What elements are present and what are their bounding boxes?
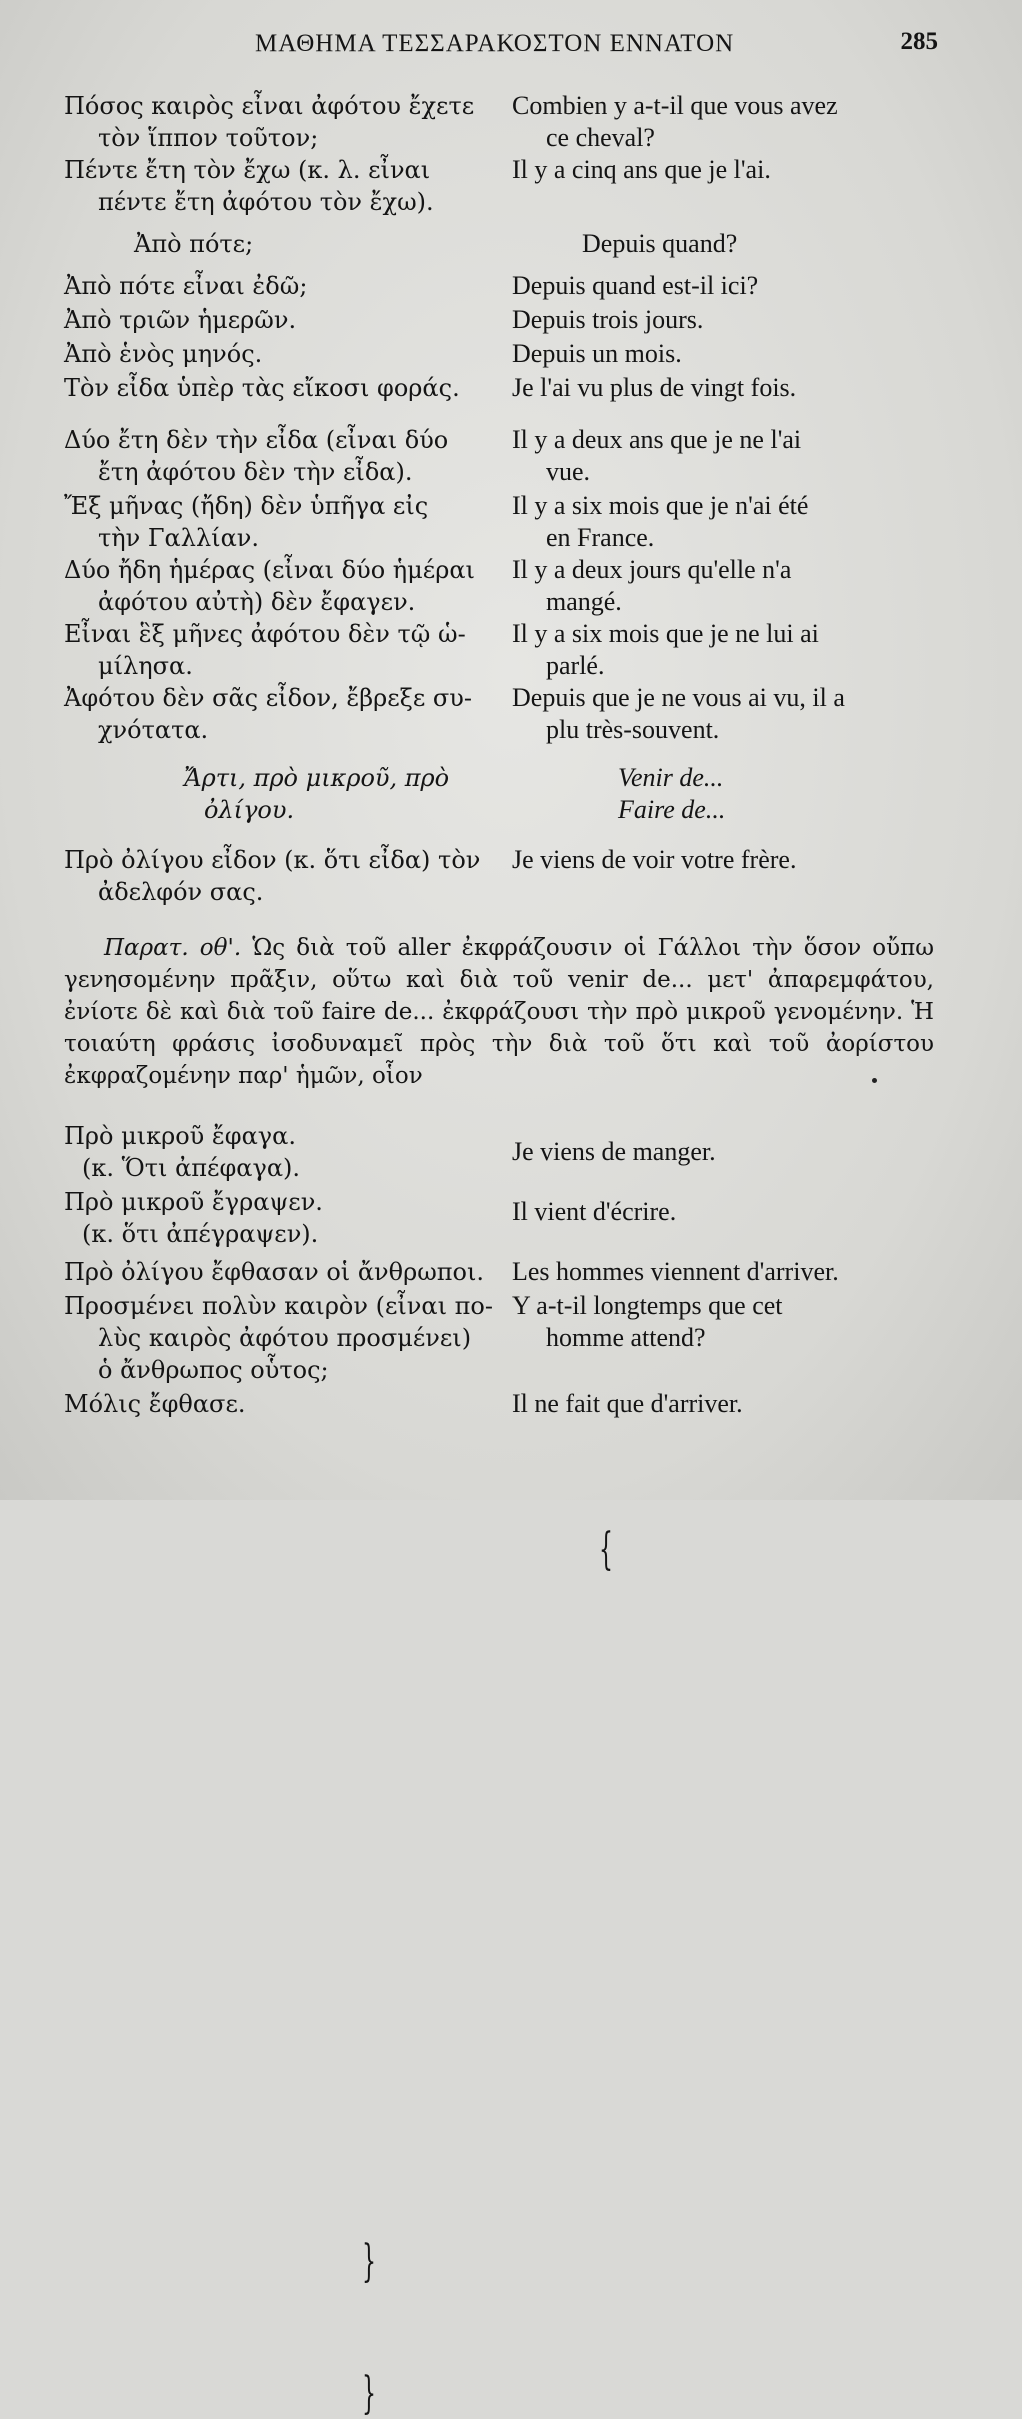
brace-icon: { [599, 1524, 613, 1575]
brace-icon: } [362, 2236, 376, 2287]
french-phrase: Depuis quand est-il ici? [512, 271, 759, 300]
french-phrase: Y a-t-il longtemps que cet homme attend? [512, 1291, 783, 1352]
greek-phrase: Ἀπὸ πότε εἶναι ἐδῶ; [64, 272, 308, 300]
note-label: Παρατ. οθ'. [104, 935, 242, 961]
greek-heading: Ἄρτι, πρὸ μικροῦ, πρὸ ὀλίγου. [184, 764, 450, 824]
greek-phrase: Δύο ἔτη δὲν τὴν εἶδα (εἶναι δύο ἔτη ἀφότου δὲν τὴν εἶδα). [64, 426, 449, 486]
french-phrase: Il y a deux ans que je ne l'ai vue. [512, 425, 802, 486]
greek-phrase: Πρὸ μικροῦ ἔγραψεν. (κ. ὅτι ἀπέγραψεν). [64, 1188, 323, 1248]
brace-icon: } [362, 2368, 376, 2419]
greek-phrase: Πρὸ μικροῦ ἔφαγα. (κ. Ὅτι ἀπέφαγα). [64, 1122, 301, 1182]
french-phrase: Il y a six mois que je n'ai été en France. [512, 491, 809, 552]
french-phrase: Depuis que je ne vous ai vu, il a plu très-souvent. [512, 683, 845, 744]
greek-phrase: Τὸν εἶδα ὑπὲρ τὰς εἴκοσι φοράς. [64, 374, 460, 402]
greek-phrase: Πρὸ ὀλίγου εἶδον (κ. ὅτι εἶδα) τὸν ἀδελφόν σας. [64, 846, 481, 906]
greek-phrase: Δύο ἤδη ἡμέρας (εἶναι δύο ἡμέραι ἀφότου αὐτὴ) δὲν ἔφαγεν. [64, 556, 475, 616]
greek-phrase: Ἀφότου δὲν σᾶς εἶδον, ἔβρεξε συ- χνότατα. [64, 684, 472, 744]
french-phrase: Il vient d'écrire. [512, 1197, 677, 1226]
french-phrase: Depuis un mois. [512, 339, 682, 368]
greek-phrase: Προσμένει πολὺν καιρὸν (εἶναι πο- λὺς καιρὸς ἀφότου προσμένει) ὁ ἄνθρωπος οὗτος; [64, 1292, 493, 1384]
note-text: Ὡς διὰ τοῦ aller ἐκφράζουσιν οἱ Γάλλοι τὴν ὅσον οὔπω γενησομένην πρᾶξιν, οὕτω καὶ διὰ τοῦ venir de... μετ' ἀπαρεμφάτου, ἐνίοτε δὲ καὶ διὰ τοῦ faire de... ἐκφράζουσι τὴν πρὸ μικροῦ γενομένην. Ἡ τοιαύτη φράσις ἰσοδυναμεῖ πρὸς τὴν διὰ τοῦ ὅτι καὶ τοῦ ἀορίστου ἐκφραζομένην παρ' ἡμῶν, οἷον [64, 935, 934, 1089]
greek-phrase: Ἀπὸ τριῶν ἡμερῶν. [64, 306, 297, 334]
chapter-title: ΜΑΘΗΜΑ ΤΕΣΣΑΡΑΚΟΣΤΟΝ ΕΝΝΑΤΟΝ [255, 30, 735, 57]
greek-phrase: Πόσος καιρὸς εἶναι ἀφότου ἔχετε τὸν ἵππον τοῦτον; [64, 92, 475, 152]
french-heading: Depuis quand? [582, 229, 738, 258]
french-phrase: Je viens de voir votre frère. [512, 845, 797, 874]
french-phrase: Je viens de manger. [512, 1137, 716, 1166]
french-phrase: Il y a six mois que je ne lui ai parlé. [512, 619, 819, 680]
greek-phrase: Πέντε ἔτη τὸν ἔχω (κ. λ. εἶναι πέντε ἔτη ἀφότου τὸν ἔχω). [64, 156, 434, 216]
greek-phrase: Πρὸ ὀλίγου ἔφθασαν οἱ ἄνθρωποι. [64, 1258, 485, 1286]
french-phrase: Combien y a-t-il que vous avez ce cheval? [512, 91, 838, 152]
french-phrase: Les hommes viennent d'arriver. [512, 1257, 839, 1286]
greek-heading: Ἀπὸ πότε; [134, 230, 254, 258]
french-heading: Venir de... Faire de... [618, 763, 726, 824]
greek-phrase: Εἶναι ἓξ μῆνες ἀφότου δὲν τῷ ὡ- μίλησα. [64, 620, 466, 680]
french-phrase: Il ne fait que d'arriver. [512, 1389, 743, 1418]
french-phrase: Je l'ai vu plus de vingt fois. [512, 373, 797, 402]
french-phrase: Il y a deux jours qu'elle n'a mangé. [512, 555, 792, 616]
french-phrase: Depuis trois jours. [512, 305, 704, 334]
greek-phrase: Ἔξ μῆνας (ἤδη) δὲν ὑπῆγα εἰς τὴν Γαλλίαν. [64, 492, 429, 552]
greek-phrase: Ἀπὸ ἑνὸς μηνός. [64, 340, 263, 368]
grammar-note [64, 932, 934, 1092]
running-header [0, 26, 1022, 66]
greek-phrase: Μόλις ἔφθασε. [64, 1390, 246, 1418]
page-number: 285 [900, 28, 938, 55]
french-phrase: Il y a cinq ans que je l'ai. [512, 155, 771, 184]
stray-dot [872, 1078, 877, 1083]
